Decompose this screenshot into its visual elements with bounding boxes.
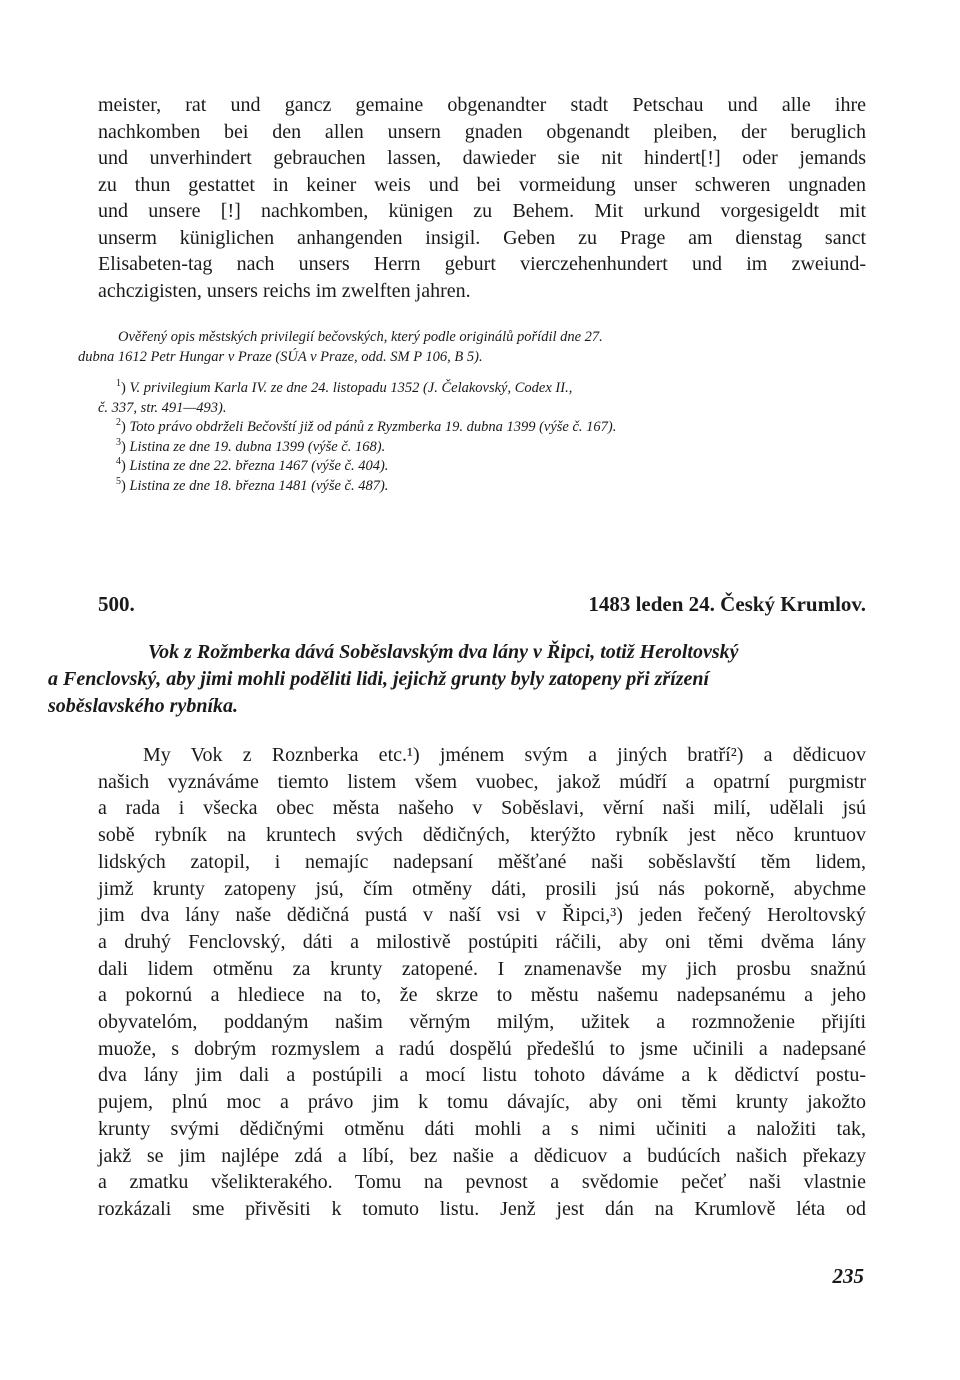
footnote-text: Listina ze dne 18. března 1481 (výše č. 487).: [129, 477, 389, 494]
note-line: dubna 1612 Petr Hungar v Praze (SÚA v Praze, odd. SM P 106, B 5).: [78, 348, 483, 365]
footnote-mark: $^2$): [116, 417, 130, 435]
entry-date-place: 1483 leden 24. Český Krumlov.: [588, 592, 866, 616]
text-line: dali lidem otměnu za krunty zatopené. I znamenavše my jich prosbu snažnú: [98, 957, 866, 980]
document-page: [48, 92, 866, 1220]
footnote: [116, 477, 866, 497]
text-line: a zmatku všelikterakého. Tomu na pevnost a svědomie pečeť naši vlastnie: [98, 1171, 866, 1194]
footnote-mark: $^1$): [116, 378, 130, 396]
footnote-text: Listina ze dne 19. dubna 1399 (výše č. 168).: [129, 438, 386, 455]
text-line: und unverhindert gebrauchen lassen, dawieder sie nit hindert[!] oder jemands: [98, 147, 866, 169]
text-line: lidských zatopil, i nemajíc nadepsaní měšťané naši soběslavští těm lidem,: [98, 850, 866, 873]
text-line: muože, s dobrým rozmyslem a radú dospělú předešlú to jsme učinili a nadepsané: [98, 1037, 866, 1060]
text-line: zu thun gestattet in keiner weis und bei vormeidung unser schweren ungnaden: [98, 173, 866, 196]
text-line: sobě rybník na kruntech svých dědičných, kterýžto rybník jest něco kruntuov: [98, 824, 866, 847]
footnote-text: č. 337, str. 491—493).: [98, 399, 227, 416]
text-line: jakž se jim najlépe zdá a líbí, bez našie a dědicuov a budúcích našich překazy: [98, 1144, 866, 1167]
text-line: rozkázali sme přivěsiti k tomuto listu. Jenž jest dán na Krumlově léta od: [98, 1197, 866, 1220]
text-line: jimž krunty zatopeny jsú, čím otměny dáti, prosili jsú nás pokorně, abychme: [98, 877, 866, 900]
note-line: Ověřený opis městských privilegií bečovských, který podle originálů pořídil dne 27.: [118, 329, 603, 345]
text-line: pujem, plnú moc a právo jim k tomu dávajíc, aby oni těmi krunty jakožto: [98, 1091, 866, 1114]
text-line: und unsere [!] nachkomben, künigen zu Behem. Mit urkund vorgesigeldt mit: [98, 200, 866, 222]
text-line: meister, rat und gancz gemaine obgenandter stadt Petschau und alle ihre: [98, 94, 866, 116]
footnote-text: V. privilegium Karla IV. ze dne 24. listopadu 1352 (J. Čelakovský, Codex II.,: [129, 380, 573, 396]
text-line: krunty svými dědičnými otměnu dáti mohli a s nimi učiniti a naložiti tak,: [98, 1117, 866, 1140]
text-line: a rada i všecka obec města našeho v Soběslavi, věrní naši milí, udělali jsú: [98, 797, 866, 820]
text-line: unserm küniglichen anhangenden insigil. Geben zu Prage am dienstag sanct: [98, 226, 866, 249]
regest-line: Vok z Rožmberka dává Soběslavským dva lány v Řipci, totiž Heroltovský: [148, 641, 739, 663]
text-line: Elisabeten-tag nach unsers Herrn geburt vierczehenhundert und im zweiund-: [98, 253, 866, 275]
text-line: a pokornú a hlediece na to, že skrze to městu našemu nadepsanému a jeho: [98, 984, 866, 1007]
text-line: obyvatelóm, poddaným našim věrným milým, užitek a rozmnoženie přijíti: [98, 1011, 866, 1034]
text-line: nachkomben bei den allen unsern gnaden obgenandt pleiben, der beruglich: [98, 120, 866, 143]
footnote-mark: $^5$): [116, 475, 130, 494]
text-line: dva lány jim dali a postúpili a mocí listu tohoto dáváme a k dědictví postu-: [98, 1064, 866, 1087]
footnote-mark: $^4$): [116, 456, 130, 474]
top-paragraph: [98, 92, 866, 304]
text-line: našich vyznáváme tiemto listem všem vuobec, jakož múdří a opatrní purgmistr: [98, 770, 866, 793]
footnote: [116, 418, 866, 438]
entry-heading: [98, 592, 866, 617]
entry-text: [98, 742, 866, 1223]
text-line: jim dva lány naše dědičná pustá v naší vsi v Řipci,³) jeden řečený Heroltovský: [98, 904, 866, 927]
regest-line: a Fenclovský, aby jimi mohli poděliti lidi, jejichž grunty byly zatopeny při zřízení: [48, 668, 710, 690]
text-line: a druhý Fenclovský, dáti a milostivě postúpiti ráčili, aby oni těmi dvěma lány: [98, 930, 866, 953]
footnote-mark: $^3$): [116, 436, 130, 455]
regest-line: soběslavského rybníka.: [48, 695, 238, 717]
entry-paragraph: [98, 742, 866, 1223]
footnotes: [98, 379, 866, 496]
text-line: My Vok z Roznberka etc.¹) jménem svým a jiných bratří²) a dědicuov: [143, 744, 866, 766]
entry-regest: [48, 639, 866, 720]
page-number: 235: [832, 1264, 864, 1288]
footnote-text: Listina ze dne 22. března 1467 (výše č. 404).: [129, 458, 389, 474]
text-line: achczigisten, unsers reichs im zwelften jahren.: [98, 279, 471, 302]
footnote: [116, 438, 866, 458]
footnote-text: Toto právo obdrželi Bečovští již od pánů z Ryzmberka 19. dubna 1399 (výše č. 167).: [129, 419, 617, 435]
source-note: [78, 328, 866, 367]
footnote: [116, 457, 866, 477]
footnote: [98, 378, 866, 418]
entry-number: 500.: [98, 592, 135, 616]
